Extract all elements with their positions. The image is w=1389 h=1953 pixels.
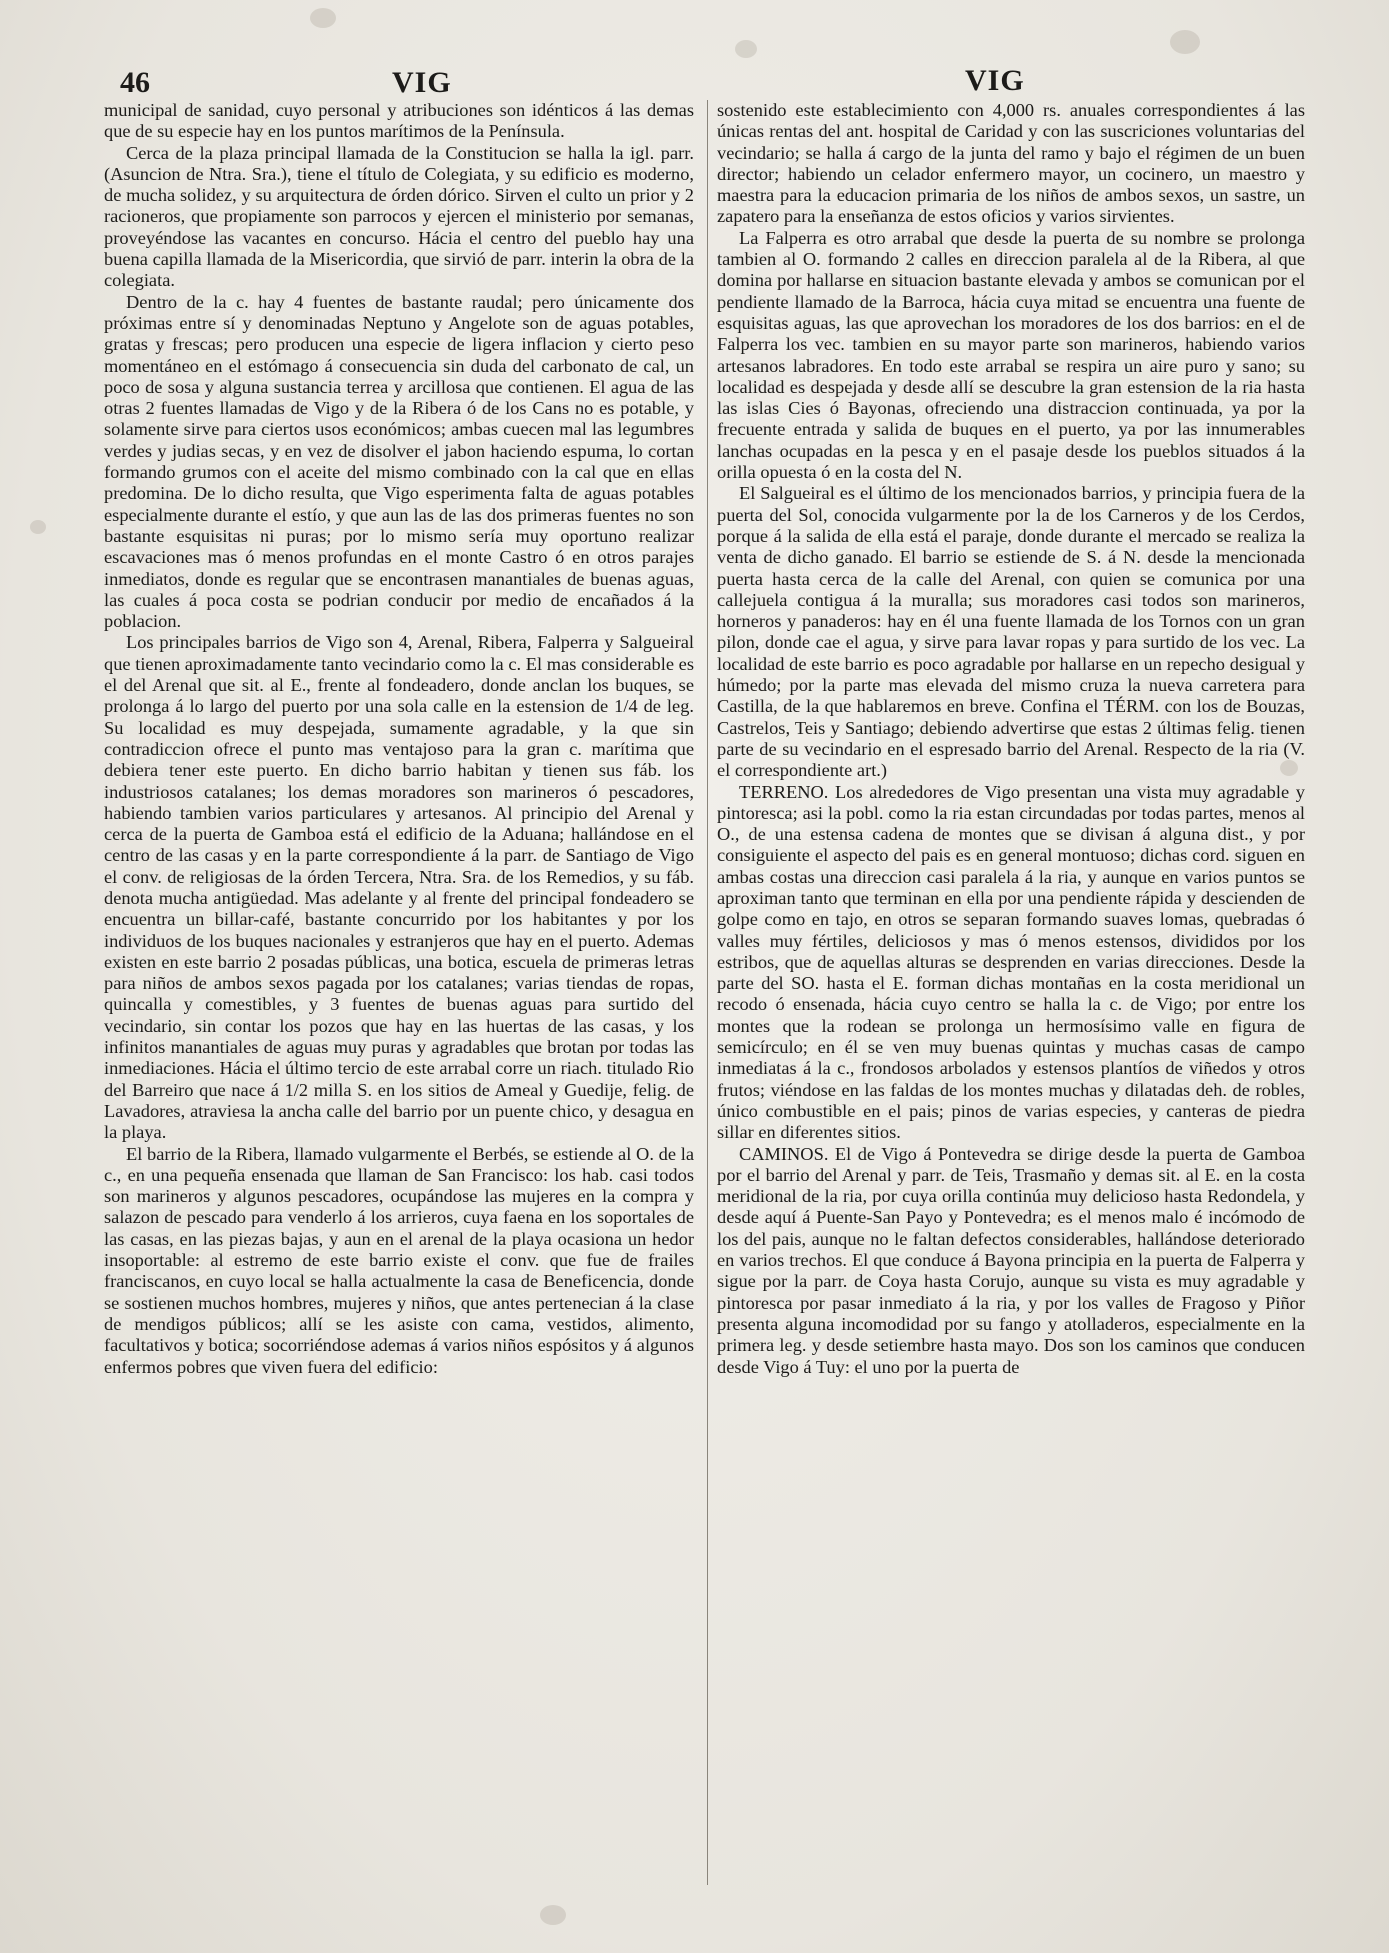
paper-stain: [1170, 30, 1200, 54]
paragraph: Dentro de la c. hay 4 fuentes de bastante raudal; pero únicamente dos próximas entre sí y denominadas Neptuno y Angelote son de aguas potables, gratas y frescas; pero producen una especie de ligera inflacion y cierto peso momentáneo en el estómago á consecuencia sin duda del carbonato de cal, un poco de sosa y alguna sustancia terrea y arcillosa que contienen. El agua de las otras 2 fuentes llamadas de Vigo y de la Ribera ó de los Cans no es potable, y solamente sirve para ciertos usos económicos; ambas cuecen mal las legumbres verdes y judias secas, y en vez de disolver el jabon haciendo espuma, lo cortan formando grumos con el aceite del mismo combinado con la cal que en ellas predomina. De lo dicho resulta, que Vigo esperimenta falta de aguas potables especialmente durante el estío, y que aun las de las dos primeras fuentes no son bastante esquisitas ni puras; por lo mismo sería muy oportuno realizar escavaciones mas ó menos profundas en el monte Castro ó en otros parajes inmediatos, donde es regular que se encontrasen manantiales de buenas aguas, las cuales á poca costa se podrian conducir por medio de encañados á la poblacion.: [104, 291, 694, 632]
running-head-right: VIG: [965, 64, 1025, 97]
column-divider: [707, 100, 708, 1885]
paragraph: La Falperra es otro arrabal que desde la puerta de su nombre se prolonga tambien al O. formando 2 calles en direccion paralela al de la Ribera, al que domina por hallarse en situacion bastante elevada y ambos se comunican por el pendiente llamado de la Barroca, hácia cuya mitad se encuentra una fuente de esquisitas aguas, las que aprovechan los moradores de los dos barrios: en el de Falperra los vec. tambien en su mayor parte son marineros, habiendo varios artesanos labradores. En todo este arrabal se respira un aire puro y sano; su localidad es despejada y desde allí se descubre la gran estension de la ria hasta las islas Cies ó Bayonas, ofreciendo una distraccion continuada, ya por la frecuente entrada y salida de buques en el puerto, ya por las innumerables lanchas ocupadas en la pesca y en el pasaje desde los pueblos situados á la orilla opuesta ó en la costa del N.: [717, 227, 1305, 483]
paragraph: El Salgueiral es el último de los mencionados barrios, y principia fuera de la puerta del Sol, conocida vulgarmente por la de los Carneros y de los Cerdos, porque á la salida de ella está el paraje, donde durante el mercado se realiza la venta de dicho ganado. El barrio se estiende de S. á N. desde la mencionada puerta hasta cerca de la calle del Arenal, con quien se comunica por una callejuela contigua á la muralla; sus moradores casi todos son marineros, horneros y panaderos: hay en él una fuente llamada de los Tornos con un gran pilon, donde cae el agua, y sirve para lavar ropas y para surtido de los vec. La localidad de este barrio es poco agradable por hallarse en un repecho desigual y húmedo; por la parte mas elevada del mismo cruza la nueva carretera para Castilla, de la que hablaremos en breve. Confina el TÉRM. con los de Bouzas, Castrelos, Teis y Santiago; debiendo advertirse que estas 2 últimas felig. tienen parte de su vecindario en el espresado barrio del Arenal. Respecto de la ria (V. el correspondiente art.): [717, 483, 1305, 781]
paper-stain: [310, 8, 336, 28]
paper-stain: [30, 520, 46, 534]
paragraph: municipal de sanidad, cuyo personal y atribuciones son idénticos á las demas que de su especie hay en los puntos marítimos de la Península.: [104, 100, 694, 142]
page-number: 46: [120, 66, 150, 99]
paragraph: CAMINOS. El de Vigo á Pontevedra se dirige desde la puerta de Gamboa por el barrio del Arenal y parr. de Teis, Trasmaño y demas sit. al E. en la costa meridional de la ria, por cuya orilla continúa muy delicioso hasta Redondela, y desde aquí á Puente-San Payo y Pontevedra; es el menos malo é incómodo de los del pais, aunque no le faltan defectos considerables, hallándose deteriorado en varios trechos. El que conduce á Bayona principia en la puerta de Falperra y sigue por la parr. de Coya hasta Corujo, aunque su vista es muy agradable y pintoresca por pasar inmediato á la ria, y por los valles de Fragoso y Piñor presenta alguna incomodidad por su fango y atolladeros, especialmente en la primera leg. y desde setiembre hasta mayo. Dos son los caminos que conducen desde Vigo á Tuy: el uno por la puerta de: [717, 1143, 1305, 1377]
paragraph: Cerca de la plaza principal llamada de la Constitucion se halla la igl. parr. (Asuncion de Ntra. Sra.), tiene el título de Colegiata, y su edificio es moderno, de mucha solidez, y su arquitectura de órden dórico. Sirven el culto un prior y 2 racioneros, que propiamente son parrocos y ejercen el ministerio por semanas, proveyéndose las vacantes en concurso. Hácia el centro del pueblo hay una buena capilla llamada de la Misericordia, que sirvió de parr. interin la obra de la colegiata.: [104, 142, 694, 291]
running-head-left: VIG: [392, 66, 452, 99]
left-column: [104, 100, 694, 1378]
paper-stain: [735, 40, 757, 58]
paragraph: Los principales barrios de Vigo son 4, Arenal, Ribera, Falperra y Salgueiral que tienen aproximadamente tanto vecindario como la c. El mas considerable es el del Arenal que sit. al E., frente al fondeadero, donde anclan los buques, se prolonga á lo largo del puerto por una sola calle en la estension de 1/4 de leg. Su localidad es muy despejada, sumamente agradable, y la que sin contradiccion ofrece el punto mas ventajoso para la gran c. marítima que debiera tener este puerto. En dicho barrio habitan y tienen sus fáb. los industriosos catalanes; los demas moradores son marineros ó pescadores, habiendo tambien varios particulares y artesanos. Al principio del Arenal y cerca de la puerta de Gamboa está el edificio de la Aduana; hallándose en el centro de las casas y en la parte correspondiente á la parr. de Santiago de Vigo el conv. de religiosas de la órden Tercera, Ntra. Sra. de los Remedios, y su fáb. denota mucha antigüedad. Mas adelante y al frente del principal fondeadero se encuentra un billar-café, bastante concurrido por los habitantes y por los individuos de los buques nacionales y estranjeros que hay en el puerto. Ademas existen en este barrio 2 posadas públicas, una botica, escuela de primeras letras para niños de ambos sexos pagada por los catalanes; varias tiendas de ropas, quincalla y comestibles, y 3 fuentes de buenas aguas para surtido del vecindario, sin contar los pozos que hay en las huertas de las casas, y los infinitos manantiales de aguas muy puras y agradables que brotan por todas las inmediaciones. Hácia el último tercio de este arrabal corre un riach. titulado Rio del Barreiro que nace á 1/2 milla S. en los sitios de Ameal y Guedije, felig. de Lavadores, atraviesa la ancha calle del barrio por un puente chico, y desagua en la playa.: [104, 632, 694, 1143]
paragraph: sostenido este establecimiento con 4,000 rs. anuales correspondientes á las únicas rentas del ant. hospital de Caridad y con las suscriciones voluntarias del vecindario; se halla á cargo de la junta del ramo y bajo el régimen de un buen director; habiendo un celador enfermero mayor, un cocinero, un maestro y maestra para la educacion primaria de los niños de ambos sexos, un sastre, un zapatero para la enseñanza de estos oficios y varios sirvientes.: [717, 100, 1305, 227]
paper-stain: [540, 1905, 566, 1925]
paragraph: TERRENO. Los alrededores de Vigo presentan una vista muy agradable y pintoresca; asi la pobl. como la ria estan circundadas por todas partes, menos al O., de una estensa cadena de montes que se divisan á alguna dist., y por consiguiente el aspecto del pais es en general montuoso; dichas cord. siguen en ambas costas una direccion casi paralela á la ria, y aunque en varios puntos se aproximan tanto que terminan en ella por una pendiente rápida y descienden de golpe como en tajo, en otros se separan formando suaves lomas, quebradas ó valles muy fértiles, deliciosos y mas ó menos estensos, divididos por los estribos, que de aquellas alturas se desprenden en varias direcciones. Desde la parte del SO. hasta el E. forman dichas montañas en la costa meridional un recodo ó ensenada, hácia cuyo centro se halla la c. de Vigo; por entre los montes que la rodean se prolonga un hermosísimo valle en figura de semicírculo; en él se ven muy buenas quintas y muchas casas de campo inmediatas á la c., frondosos arbolados y estensos plantíos de viñedos y otros frutos; viéndose en las faldas de los montes muchas y dilatadas deh. de robles, único combustible en el pais; pinos de varias especies, y canteras de piedra sillar en diferentes sitios.: [717, 781, 1305, 1143]
paragraph: El barrio de la Ribera, llamado vulgarmente el Berbés, se estiende al O. de la c., en una pequeña ensenada que llaman de San Francisco: los hab. casi todos son marineros y algunos pescadores, ocupándose las mujeres en la compra y salazon de pescado para venderlo á los arrieros, cuya faena en los soportales de las casas, en las piezas bajas, y aun en el arenal de la playa ocasiona un hedor insoportable: al estremo de este barrio existe el conv. que fue de frailes franciscanos, en cuyo local se halla actualmente la casa de Beneficencia, donde se sostienen muchos hombres, mujeres y niños, que antes pertenecian á la clase de mendigos públicos; allí se les asiste con cama, vestidos, alimento, facultativos y botica; socorriéndose ademas á varios niños espósitos y á algunos enfermos pobres que viven fuera del edificio:: [104, 1143, 694, 1377]
right-column: [717, 100, 1305, 1378]
